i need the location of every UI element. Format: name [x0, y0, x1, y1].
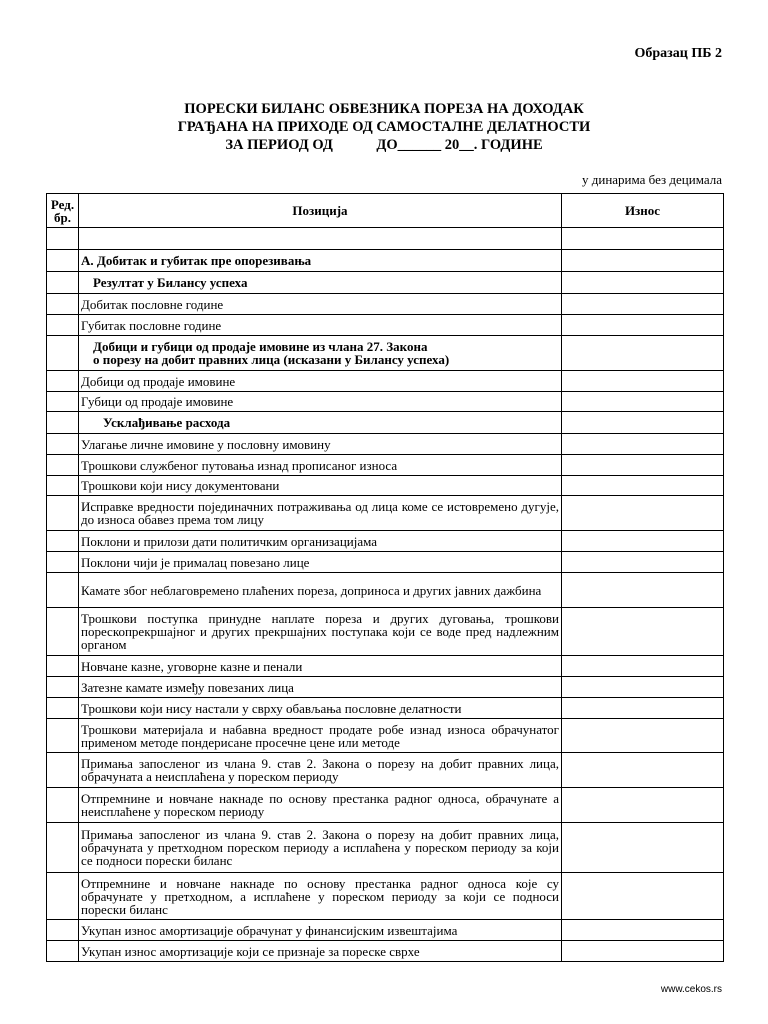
position-cell: Губици од продаје имовине	[79, 392, 562, 412]
title-line-2: ГРАЂАНА НА ПРИХОДЕ ОД САМОСТАЛНЕ ДЕЛАТНОСТИ	[177, 119, 591, 135]
position-cell: Отпремнине и новчане накнаде по основу престанка радног односа које су обрачунате у претходном, а исплаћене у пореском периоду за који се подноси порески биланс	[79, 873, 562, 920]
row-number-cell[interactable]	[47, 371, 79, 392]
title-line-1: ПОРЕСКИ БИЛАНС ОБВЕЗНИКА ПОРЕЗА НА ДОХОДАК	[184, 101, 584, 117]
amount-input-cell[interactable]	[562, 392, 724, 412]
row-number-cell[interactable]	[47, 392, 79, 412]
row-number-cell[interactable]	[47, 823, 79, 873]
row-number-cell[interactable]	[47, 656, 79, 677]
table-row	[47, 531, 724, 552]
row-number-cell[interactable]	[47, 315, 79, 336]
table-row	[47, 496, 724, 531]
table-row	[47, 677, 724, 698]
amount-input-cell[interactable]	[562, 294, 724, 315]
row-number-cell[interactable]	[47, 250, 79, 272]
amount-input-cell[interactable]	[562, 573, 724, 608]
position-cell: Усклађивање расхода	[79, 412, 562, 434]
title-line-3: ЗА ПЕРИОД ОД ДО______ 20__. ГОДИНЕ	[225, 137, 543, 153]
table-row	[47, 371, 724, 392]
position-cell: Трошкови поступка принудне наплате пореза и других дуговања, трошкови порескопрекршајног и других прекршајних поступака који се воде пред надлежним органом	[79, 608, 562, 656]
row-number-cell[interactable]	[47, 272, 79, 294]
table-row	[47, 656, 724, 677]
table-row	[47, 272, 724, 294]
row-number-cell[interactable]	[47, 920, 79, 941]
table-row	[47, 920, 724, 941]
form-code: Образац ПБ 2	[634, 46, 722, 61]
row-number-cell[interactable]	[47, 573, 79, 608]
position-cell: Трошкови који нису документовани	[79, 476, 562, 496]
position-cell: А. Добитак и губитак пре опорезивања	[79, 250, 562, 272]
position-cell: Примања запосленог из члана 9. став 2. Закона о порезу на добит правних лица, обрачуната а неисплаћена у пореском периоду	[79, 753, 562, 788]
amount-input-cell[interactable]	[562, 656, 724, 677]
table-row	[47, 250, 724, 272]
amount-input-cell[interactable]	[562, 531, 724, 552]
table-row	[47, 719, 724, 753]
amount-input-cell[interactable]	[562, 941, 724, 962]
position-cell: Губитак пословне године	[79, 315, 562, 336]
row-number-cell[interactable]	[47, 412, 79, 434]
table-row	[47, 476, 724, 496]
table-row	[47, 941, 724, 962]
row-number-cell[interactable]	[47, 608, 79, 656]
header-position: Позиција	[79, 194, 562, 228]
table-row	[47, 315, 724, 336]
table-row	[47, 698, 724, 719]
row-number-cell[interactable]	[47, 476, 79, 496]
header-amount: Износ	[562, 194, 724, 228]
document-title	[0, 100, 768, 154]
amount-input-cell[interactable]	[562, 272, 724, 294]
amount-input-cell[interactable]	[562, 315, 724, 336]
position-cell: Затезне камате између повезаних лица	[79, 677, 562, 698]
row-number-cell[interactable]	[47, 531, 79, 552]
table-row	[47, 294, 724, 315]
row-number-cell[interactable]	[47, 698, 79, 719]
table-row	[47, 608, 724, 656]
amount-input-cell[interactable]	[562, 823, 724, 873]
amount-input-cell[interactable]	[562, 677, 724, 698]
position-cell: Примања запосленог из члана 9. став 2. Закона о порезу на добит правних лица, обрачуната у претходном пореском периоду а исплаћена у пореском периоду за који се подноси порески биланс	[79, 823, 562, 873]
position-cell: Улагање личне имовине у пословну имовину	[79, 434, 562, 455]
row-number-cell[interactable]	[47, 873, 79, 920]
row-number-cell[interactable]	[47, 294, 79, 315]
row-number-cell[interactable]	[47, 753, 79, 788]
table-row	[47, 788, 724, 823]
table-row	[47, 753, 724, 788]
tax-balance-table	[46, 193, 724, 962]
position-cell: Новчане казне, уговорне казне и пенали	[79, 656, 562, 677]
amount-input-cell[interactable]	[562, 698, 724, 719]
row-number-cell[interactable]	[47, 434, 79, 455]
table-row	[47, 573, 724, 608]
position-cell: Укупан износ амортизације који се признаје за пореске сврхе	[79, 941, 562, 962]
amount-input-cell[interactable]	[562, 371, 724, 392]
position-cell: Резултат у Билансу успеха	[79, 272, 562, 294]
position-cell: Укупан износ амортизације обрачунат у финансијским извештајима	[79, 920, 562, 941]
position-cell: Поклони чији је прималац повезано лице	[79, 552, 562, 573]
position-cell: Отпремнине и новчане накнаде по основу престанка радног односа, обрачунате а неисплаћене у пореском периоду	[79, 788, 562, 823]
table-row	[47, 873, 724, 920]
amount-input-cell[interactable]	[562, 719, 724, 753]
amount-input-cell[interactable]	[562, 434, 724, 455]
row-number-cell[interactable]	[47, 496, 79, 531]
amount-input-cell[interactable]	[562, 788, 724, 823]
row-number-cell[interactable]	[47, 788, 79, 823]
row-number-cell[interactable]	[47, 552, 79, 573]
amount-input-cell[interactable]	[562, 608, 724, 656]
amount-input-cell[interactable]	[562, 250, 724, 272]
position-cell	[79, 228, 562, 250]
position-cell: Исправке вредности појединачних потраживања од лица коме се истовремено дугује, до износа обавез према том лицу	[79, 496, 562, 531]
position-cell: Трошкови службеног путовања изнад прописаног износа	[79, 455, 562, 476]
position-cell: Камате због неблаговремено плаћених пореза, доприноса и других јавних дажбина	[79, 573, 562, 608]
header-row-number: Ред. бр.	[47, 194, 79, 228]
table-row	[47, 823, 724, 873]
amount-input-cell[interactable]	[562, 920, 724, 941]
position-cell: Трошкови који нису настали у сврху обављања пословне делатности	[79, 698, 562, 719]
amount-input-cell[interactable]	[562, 496, 724, 531]
amount-input-cell[interactable]	[562, 336, 724, 371]
position-cell: Поклони и прилози дати политичким организацијама	[79, 531, 562, 552]
row-number-cell[interactable]	[47, 941, 79, 962]
row-number-cell[interactable]	[47, 336, 79, 371]
amount-input-cell[interactable]	[562, 412, 724, 434]
position-cell: Добитак пословне године	[79, 294, 562, 315]
position-cell: Добици од продаје имовине	[79, 371, 562, 392]
row-number-cell[interactable]	[47, 228, 79, 250]
amount-input-cell[interactable]	[562, 552, 724, 573]
table-header-row	[47, 194, 724, 228]
amount-input-cell[interactable]	[562, 753, 724, 788]
row-number-cell[interactable]	[47, 719, 79, 753]
table-row	[47, 552, 724, 573]
table-row	[47, 412, 724, 434]
row-number-cell[interactable]	[47, 677, 79, 698]
table-body	[47, 228, 724, 962]
amount-input-cell[interactable]	[562, 873, 724, 920]
table-row	[47, 455, 724, 476]
table-row	[47, 336, 724, 371]
amount-input-cell[interactable]	[562, 455, 724, 476]
table-row	[47, 228, 724, 250]
row-number-cell[interactable]	[47, 455, 79, 476]
amount-input-cell[interactable]	[562, 476, 724, 496]
footer-website: www.cekos.rs	[660, 984, 722, 995]
table-row	[47, 434, 724, 455]
position-cell: Трошкови материјала и набавна вредност продате робе изнад износа обрачунатог применом методе пондерисане просечне цене или методе	[79, 719, 562, 753]
table-row	[47, 392, 724, 412]
amount-input-cell[interactable]	[562, 228, 724, 250]
unit-note: у динарима без децимала	[582, 172, 722, 187]
position-cell: Добици и губици од продаје имовине из члана 27. Закона о порезу на добит правних лица (исказани у Билансу успеха)	[79, 336, 562, 371]
